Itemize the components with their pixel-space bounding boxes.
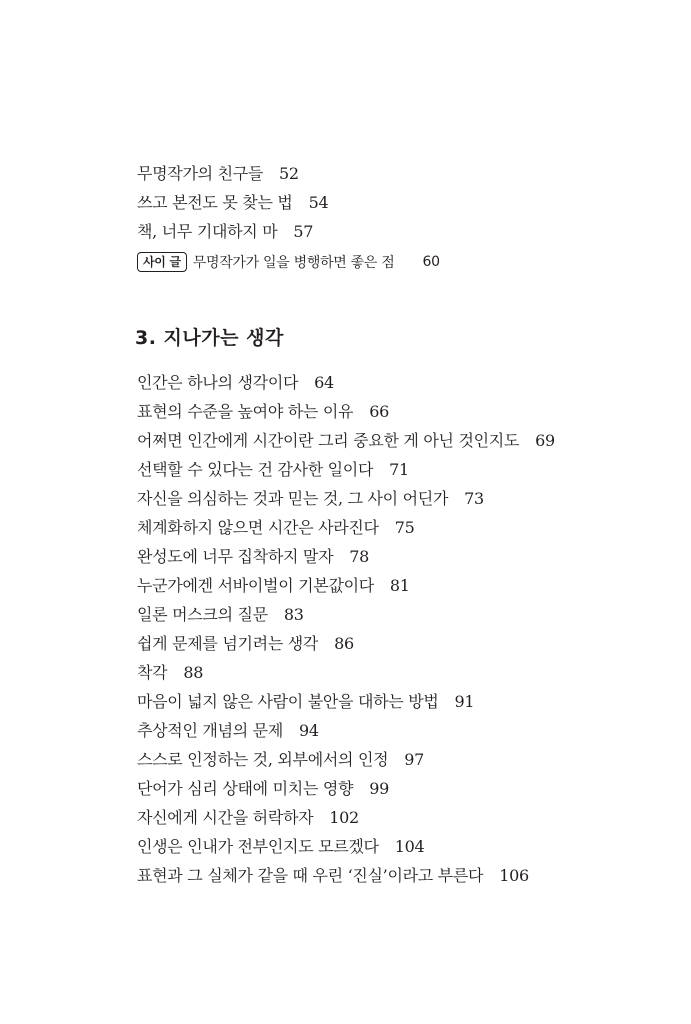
toc-entry bbox=[137, 217, 328, 246]
toc-entry-page: 97 bbox=[404, 750, 425, 769]
toc-entry-title: 마음이 넓지 않은 사람이 불안을 대하는 방법 bbox=[137, 692, 439, 711]
toc-entry bbox=[137, 774, 555, 803]
toc-entry-page: 66 bbox=[369, 402, 389, 421]
toc-entry-page: 83 bbox=[283, 605, 304, 624]
toc-entry bbox=[137, 716, 555, 745]
toc-entry-title: 표현의 수준을 높여야 하는 이유 bbox=[137, 402, 354, 421]
toc-entry-title: 책, 너무 기대하지 마 bbox=[137, 222, 278, 241]
aside-entry bbox=[137, 250, 440, 274]
toc-entry-page: 64 bbox=[314, 373, 334, 392]
toc-entry-page: 106 bbox=[499, 866, 529, 885]
toc-entry bbox=[137, 513, 555, 542]
toc-entry-page: 71 bbox=[389, 460, 409, 479]
toc-entry-title: 일론 머스크의 질문 bbox=[137, 605, 268, 624]
toc-list-part2-end bbox=[137, 159, 328, 246]
toc-entry bbox=[137, 542, 555, 571]
aside-badge: 사이 글 bbox=[137, 252, 187, 272]
toc-entry bbox=[137, 426, 555, 455]
toc-entry-title: 추상적인 개념의 문제 bbox=[137, 721, 283, 740]
toc-entry bbox=[137, 832, 555, 861]
toc-entry-title: 무명작가의 친구들 bbox=[137, 164, 264, 183]
toc-entry-page: 86 bbox=[334, 634, 354, 653]
toc-entry-page: 88 bbox=[183, 663, 204, 682]
toc-entry-page: 102 bbox=[329, 808, 359, 827]
toc-entry-page: 81 bbox=[389, 576, 410, 595]
toc-entry-title: 완성도에 너무 집착하지 말자 bbox=[137, 547, 334, 566]
toc-entry bbox=[137, 368, 555, 397]
toc-entry bbox=[137, 629, 555, 658]
toc-entry-page: 73 bbox=[464, 489, 484, 508]
toc-entry bbox=[137, 159, 328, 188]
toc-entry-page: 94 bbox=[298, 721, 319, 740]
toc-entry-title: 인간은 하나의 생각이다 bbox=[137, 373, 299, 392]
toc-entry bbox=[137, 600, 555, 629]
aside-page: 60 bbox=[422, 254, 440, 270]
toc-list-part3 bbox=[137, 368, 555, 890]
toc-entry-title: 쓰고 본전도 못 찾는 법 bbox=[137, 193, 293, 212]
toc-entry-page: 52 bbox=[279, 164, 299, 183]
toc-entry-title: 체계화하지 않으면 시간은 사라진다 bbox=[137, 518, 379, 537]
aside-title: 무명작가가 일을 병행하면 좋은 점 bbox=[192, 255, 395, 271]
toc-entry-title: 어쩌면 인간에게 시간이란 그리 중요한 게 아닌 것인지도 bbox=[137, 431, 520, 450]
toc-entry bbox=[137, 658, 555, 687]
toc-entry bbox=[137, 188, 328, 217]
toc-entry-title: 착각 bbox=[137, 663, 168, 682]
toc-entry-page: 75 bbox=[394, 518, 415, 537]
toc-entry-title: 자신을 의심하는 것과 믿는 것, 그 사이 어딘가 bbox=[137, 489, 449, 508]
section-title: 3. 지나가는 생각 bbox=[135, 327, 284, 349]
toc-entry bbox=[137, 803, 555, 832]
toc-entry-title: 선택할 수 있다는 건 감사한 일이다 bbox=[137, 460, 374, 479]
toc-entry bbox=[137, 687, 555, 716]
toc-entry bbox=[137, 484, 555, 513]
toc-entry-page: 104 bbox=[394, 837, 425, 856]
toc-entry-title: 스스로 인정하는 것, 외부에서의 인정 bbox=[137, 750, 389, 769]
toc-entry-title: 누군가에겐 서바이벌이 기본값이다 bbox=[137, 576, 374, 595]
toc-entry-page: 78 bbox=[349, 547, 369, 566]
toc-entry bbox=[137, 455, 555, 484]
toc-entry-title: 인생은 인내가 전부인지도 모르겠다 bbox=[137, 837, 379, 856]
toc-entry bbox=[137, 745, 555, 774]
toc-entry-page: 54 bbox=[308, 193, 329, 212]
toc-entry-page: 57 bbox=[293, 222, 314, 241]
toc-entry bbox=[137, 571, 555, 600]
toc-entry-title: 단어가 심리 상태에 미치는 영향 bbox=[137, 779, 354, 798]
toc-entry-page: 69 bbox=[535, 431, 555, 450]
toc-entry bbox=[137, 861, 555, 890]
toc-entry-title: 쉽게 문제를 넘기려는 생각 bbox=[137, 634, 319, 653]
toc-entry-page: 91 bbox=[454, 692, 475, 711]
toc-entry-title: 표현과 그 실체가 같을 때 우린 ‘진실’이라고 부른다 bbox=[137, 866, 484, 885]
toc-entry-page: 99 bbox=[369, 779, 389, 798]
toc-entry bbox=[137, 397, 555, 426]
toc-entry-title: 자신에게 시간을 허락하자 bbox=[137, 808, 314, 827]
